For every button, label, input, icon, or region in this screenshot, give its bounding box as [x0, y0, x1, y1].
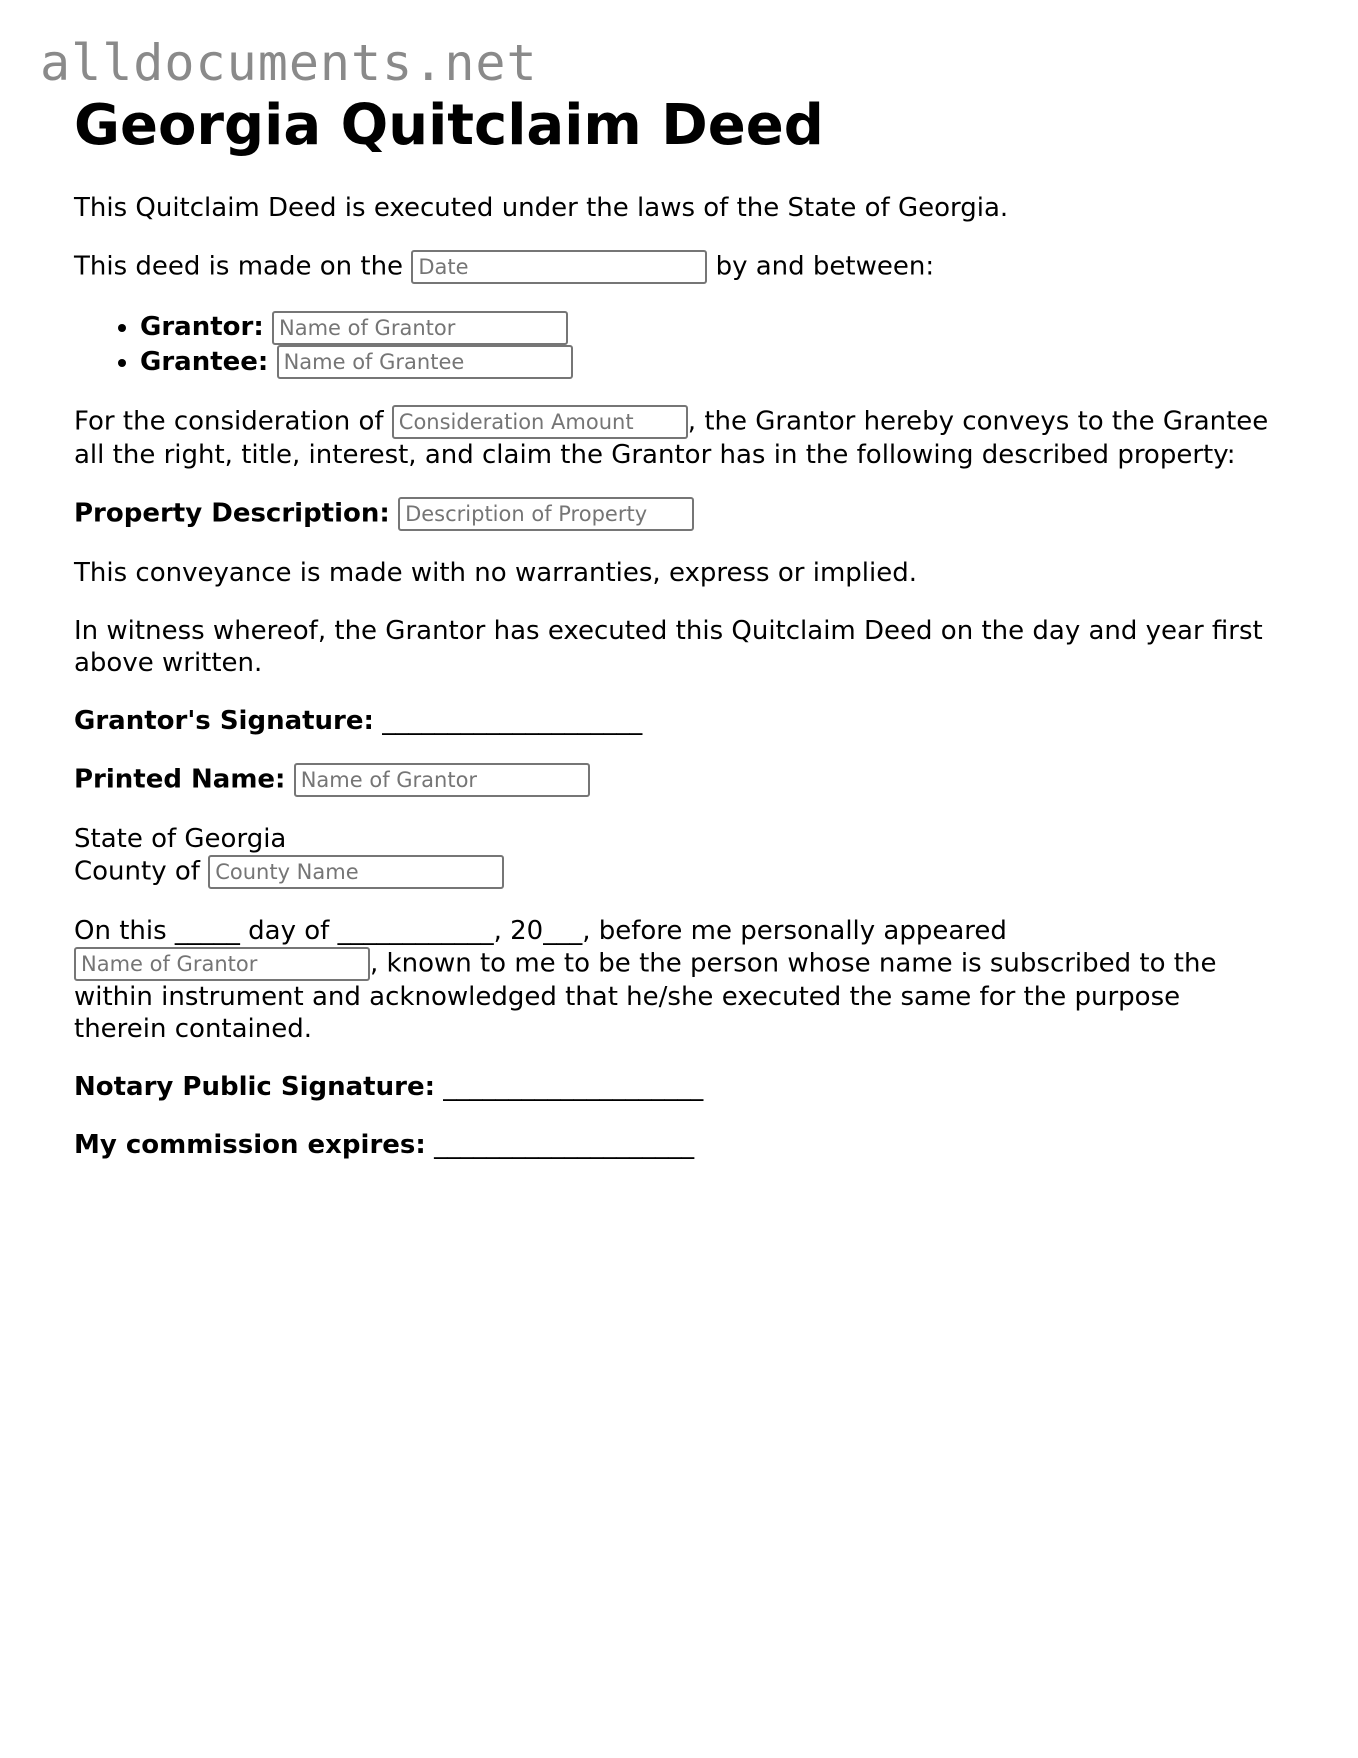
grantor-signature-label: Grantor's Signature:: [74, 706, 374, 736]
deed-date-suffix: by and between:: [715, 251, 935, 282]
property-description-label: Property Description:: [74, 498, 390, 529]
party-item-grantee: [140, 345, 1274, 380]
acknowledgment-paragraph: [74, 915, 1274, 1045]
consideration-suffix: , the Grantor hereby conveys to the Grantee all the right, title, interest, and claim the Grantor has in the following described property:: [74, 406, 1269, 470]
grantor-signature-line: ____________________: [382, 706, 643, 736]
consideration-prefix: For the consideration of: [74, 406, 384, 437]
grantor-name-input[interactable]: [272, 311, 568, 345]
party-item-grantor: [140, 310, 1274, 345]
printed-name-input[interactable]: [294, 763, 590, 797]
parties-list: [74, 310, 1274, 379]
consideration-paragraph: [74, 405, 1274, 471]
commission-expires-line: ____________________: [434, 1130, 695, 1160]
intro-paragraph: This Quitclaim Deed is executed under the laws of the State of Georgia.: [74, 193, 1009, 223]
notary-signature-paragraph: [74, 1071, 1274, 1103]
grantor-label: Grantor:: [140, 312, 264, 342]
commission-expires-label: My commission expires:: [74, 1130, 426, 1160]
witness-paragraph: In witness whereof, the Grantor has executed this Quitclaim Deed on the day and year first above written.: [74, 616, 1263, 678]
grantor-signature-paragraph: [74, 705, 1274, 737]
consideration-amount-input[interactable]: [392, 405, 688, 439]
printed-name-paragraph: [74, 763, 1274, 797]
grantee-name-input[interactable]: [277, 345, 573, 379]
acknowledgment-grantor-input[interactable]: [74, 947, 370, 981]
state-line: State of Georgia: [74, 824, 287, 854]
notary-signature-line: ____________________: [443, 1072, 704, 1102]
page-title: Georgia Quitclaim Deed: [74, 93, 824, 158]
watermark: alldocuments.net: [40, 34, 538, 92]
county-label: County of: [74, 856, 200, 887]
no-warranty-paragraph: This conveyance is made with no warranties, express or implied.: [74, 558, 917, 588]
printed-name-label: Printed Name:: [74, 764, 286, 795]
deed-date-prefix: This deed is made on the: [74, 251, 404, 282]
deed-date-paragraph: [74, 250, 1274, 284]
county-name-input[interactable]: [208, 855, 504, 889]
date-input[interactable]: [411, 250, 707, 284]
commission-paragraph: [74, 1129, 1274, 1161]
grantee-label: Grantee:: [140, 346, 269, 377]
notary-signature-label: Notary Public Signature:: [74, 1072, 435, 1102]
property-paragraph: [74, 497, 1274, 531]
deed-document: [74, 92, 1274, 1187]
property-description-input[interactable]: [398, 497, 694, 531]
acknowledgment-suffix: , known to me to be the person whose name is subscribed to the within instrument and acknowledged that he/she executed the same for the purpose therein contained.: [74, 948, 1217, 1044]
venue-paragraph: [74, 823, 1274, 889]
acknowledgment-prefix: On this _____ day of ____________, 20___, before me personally appeared: [74, 916, 1007, 946]
